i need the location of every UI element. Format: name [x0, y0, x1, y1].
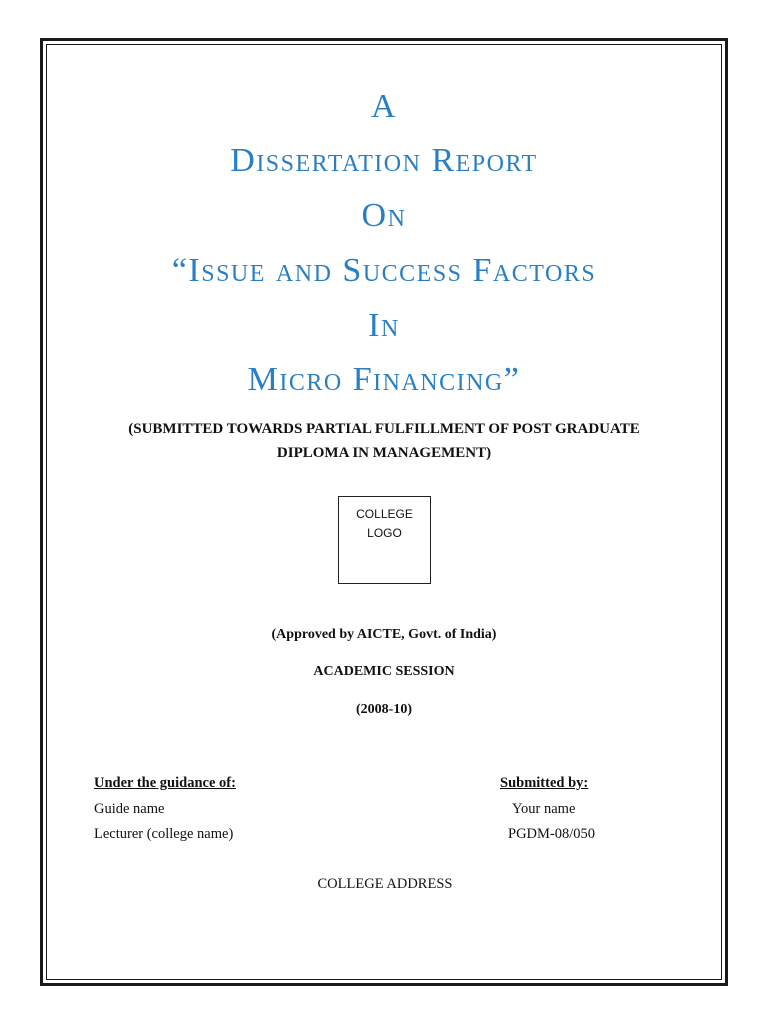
- title-line-in: In: [368, 307, 400, 344]
- submission-note-line2: DIPLOMA IN MANAGEMENT): [276, 445, 492, 461]
- academic-session-label: ACADEMIC SESSION: [313, 664, 455, 679]
- title-line-dissertation-report: Dissertation Report: [230, 142, 538, 179]
- title-line-micro-financing: Micro Financing”: [247, 361, 521, 398]
- logo-label-line1: COLLEGE: [356, 507, 413, 521]
- guidance-heading: Under the guidance of:: [94, 775, 236, 791]
- student-roll-number: PGDM-08/050: [508, 826, 596, 842]
- submission-note-line1: (SUBMITTED TOWARDS PARTIAL FULFILLMENT OF POST GRADUATE: [128, 421, 640, 437]
- college-logo-placeholder: [338, 496, 431, 584]
- student-name: Your name: [512, 801, 576, 817]
- title-line-issue-success: “Issue and Success Factors: [171, 252, 597, 289]
- logo-label-line2: LOGO: [367, 526, 402, 540]
- guide-designation: Lecturer (college name): [94, 826, 234, 842]
- title-line-on: On: [361, 197, 407, 234]
- submitted-heading: Submitted by:: [500, 775, 589, 791]
- academic-session-years: (2008-10): [356, 702, 412, 717]
- guide-name: Guide name: [94, 801, 165, 817]
- approval-note: (Approved by AICTE, Govt. of India): [271, 627, 497, 642]
- title-line-a: A: [370, 88, 398, 125]
- college-address: COLLEGE ADDRESS: [317, 876, 453, 892]
